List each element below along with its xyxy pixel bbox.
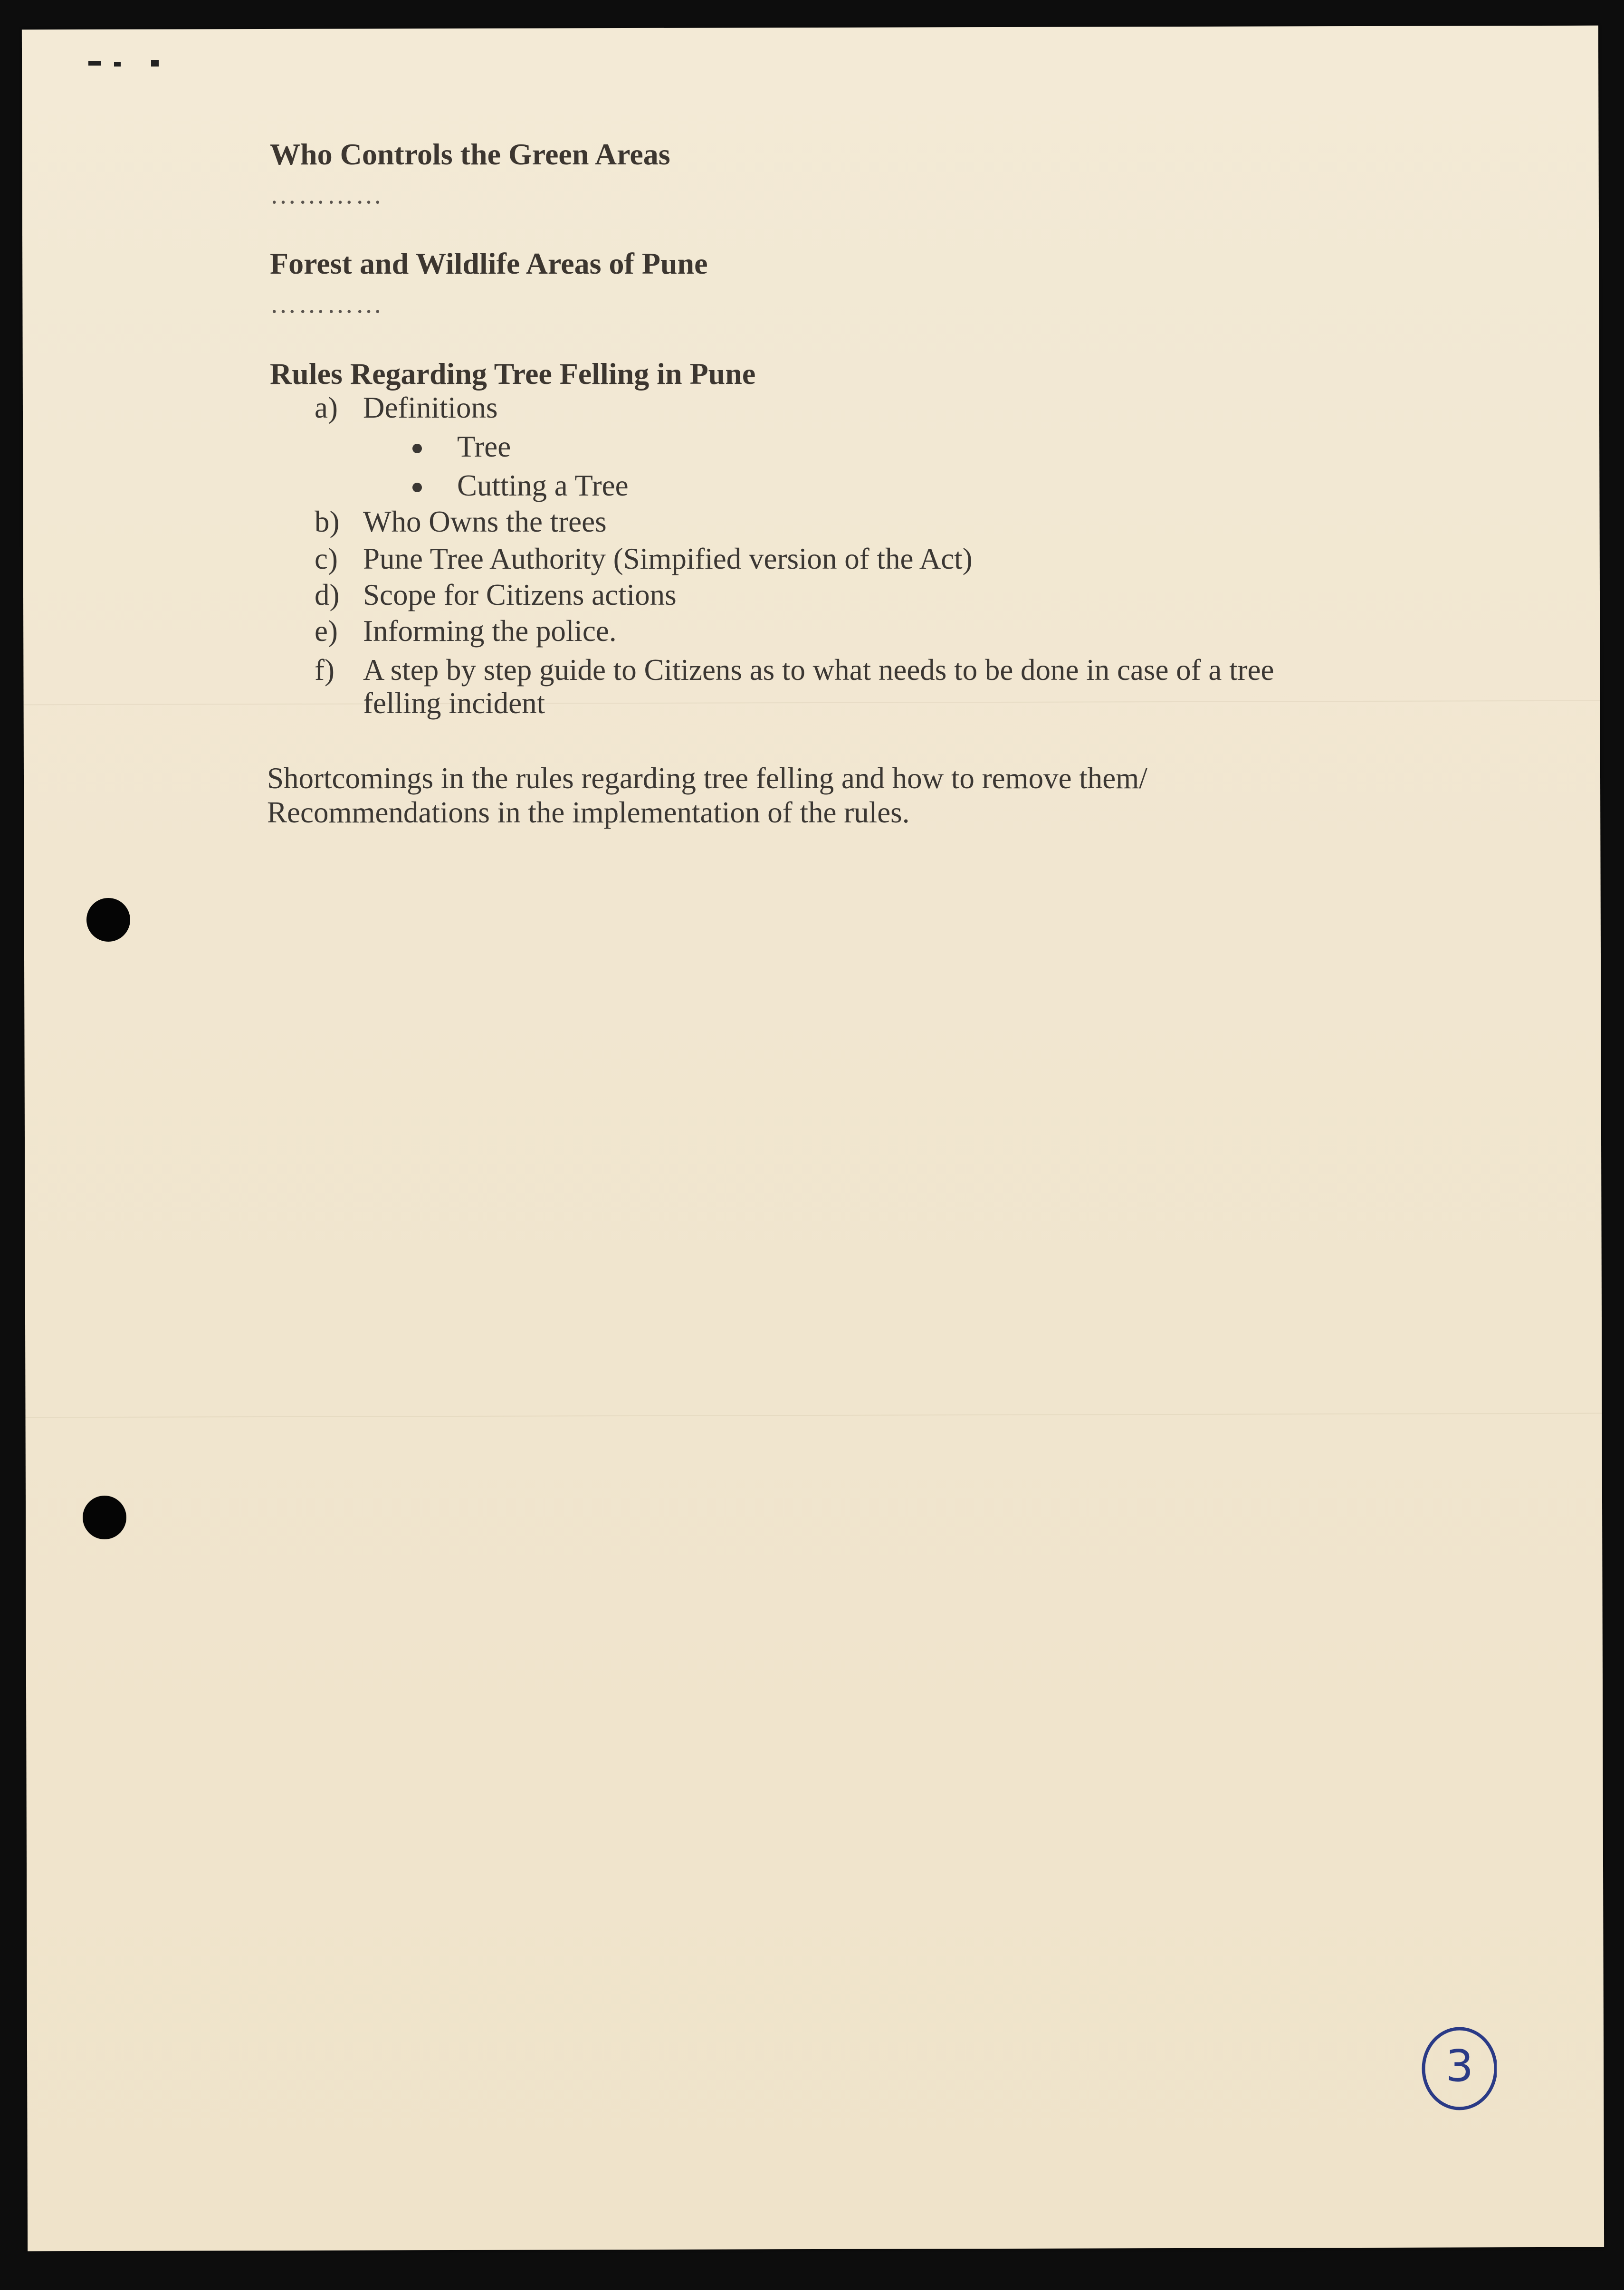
list-item-tree-authority: Pune Tree Authority (Simpified version of the Act) [363, 542, 973, 575]
paper-sheet [22, 26, 1604, 2252]
page-number-circle [1421, 2025, 1497, 2110]
punch-hole [83, 1496, 126, 1539]
list-item-step-guide-cont: felling incident [363, 687, 545, 720]
list-marker: f) [315, 653, 334, 687]
list-item-definitions: Definitions [363, 391, 498, 424]
heading-green-areas: Who Controls the Green Areas [270, 137, 670, 171]
closing-line-1: Shortcomings in the rules regarding tree felling and how to remove them/ [267, 762, 1147, 795]
list-marker: e) [315, 614, 338, 648]
staple-mark [88, 61, 101, 66]
page-number: 3 [1445, 2041, 1474, 2091]
dotted-placeholder: ………… [270, 180, 384, 210]
staple-mark [114, 62, 121, 67]
heading-forest-wildlife: Forest and Wildlife Areas of Pune [270, 247, 708, 280]
list-marker: c) [315, 542, 338, 575]
list-item-who-owns: Who Owns the trees [363, 505, 607, 538]
bullet-item-cutting-tree: Cutting a Tree [457, 469, 629, 502]
list-marker: b) [315, 505, 340, 538]
bullet-icon [412, 444, 422, 453]
punch-hole [86, 898, 130, 942]
bullet-icon [412, 483, 422, 492]
list-item-informing-police: Informing the police. [363, 614, 617, 648]
dotted-placeholder: ………… [270, 289, 384, 319]
staple-mark [151, 60, 159, 67]
bullet-item-tree: Tree [457, 430, 511, 463]
list-item-step-guide: A step by step guide to Citizens as to what needs to be done in case of a tree [363, 653, 1274, 687]
list-marker: d) [315, 578, 340, 611]
heading-tree-felling-rules: Rules Regarding Tree Felling in Pune [270, 357, 756, 391]
closing-line-2: Recommendations in the implementation of the rules. [267, 796, 910, 829]
list-marker: a) [315, 391, 338, 424]
fold-line [26, 1413, 1602, 1418]
fold-line [24, 700, 1600, 706]
list-item-citizen-scope: Scope for Citizens actions [363, 578, 677, 611]
